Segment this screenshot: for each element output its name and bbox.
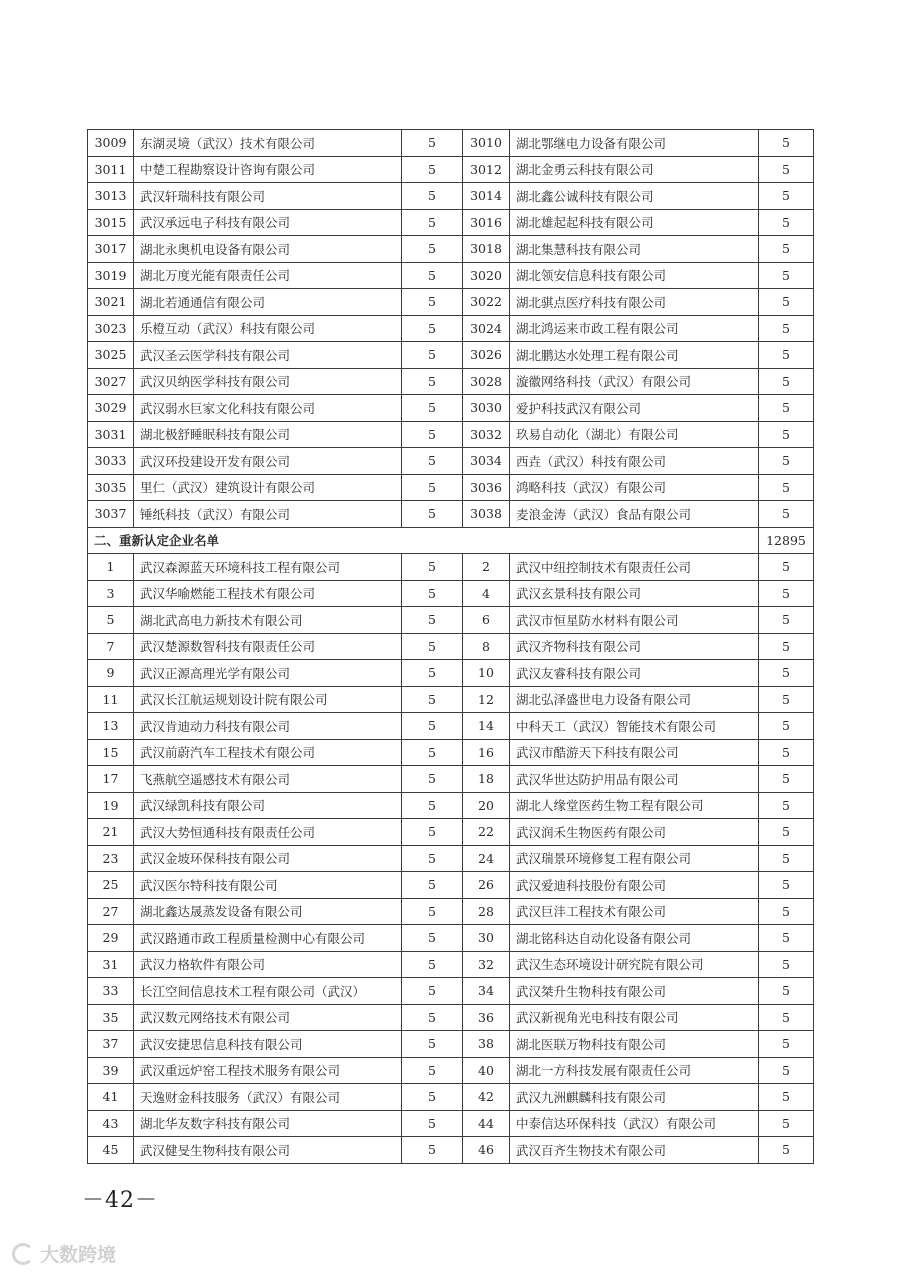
score-right: 5 [759,978,814,1005]
score-left: 5 [402,209,463,236]
score-left: 5 [402,580,463,607]
row-number-right: 3012 [463,156,510,183]
row-number-right: 30 [463,925,510,952]
company-name-right: 湖北医联万物科技有限公司 [510,1031,759,1058]
table-row [88,368,814,395]
row-number-right: 34 [463,978,510,1005]
company-name-right: 武汉桀升生物科技有限公司 [510,978,759,1005]
score-left: 5 [402,183,463,210]
score-left: 5 [402,633,463,660]
row-number-right: 3038 [463,501,510,528]
company-name-right: 漩徽网络科技（武汉）有限公司 [510,368,759,395]
score-left: 5 [402,951,463,978]
score-right: 5 [759,1031,814,1058]
company-name-right: 中科天工（武汉）智能技术有限公司 [510,713,759,740]
row-number-right: 3010 [463,130,510,157]
company-name-left: 飞燕航空遥感技术有限公司 [134,766,402,793]
score-left: 5 [402,342,463,369]
row-number-right: 16 [463,739,510,766]
row-number-left: 3013 [88,183,134,210]
company-name-right: 爱护科技武汉有限公司 [510,395,759,422]
company-name-left: 湖北若通通信有限公司 [134,289,402,316]
row-number-left: 33 [88,978,134,1005]
row-number-right: 22 [463,819,510,846]
row-number-left: 3023 [88,315,134,342]
row-number-right: 46 [463,1137,510,1164]
watermark-text: 大数跨境 [40,1244,117,1266]
score-right: 5 [759,951,814,978]
table-row [88,739,814,766]
row-number-left: 25 [88,872,134,899]
row-number-right: 4 [463,580,510,607]
company-name-right: 湖北鸿运来市政工程有限公司 [510,315,759,342]
score-left: 5 [402,845,463,872]
table-row [88,209,814,236]
score-right: 5 [759,448,814,475]
table-row [88,845,814,872]
score-right: 5 [759,236,814,263]
row-number-right: 3030 [463,395,510,422]
table-row [88,792,814,819]
score-right: 5 [759,686,814,713]
row-number-right: 40 [463,1057,510,1084]
company-name-right: 武汉中纽控制技术有限责任公司 [510,554,759,581]
company-name-right: 麦浪金涛（武汉）食品有限公司 [510,501,759,528]
company-name-right: 湖北骐点医疗科技有限公司 [510,289,759,316]
company-name-right: 武汉生态环境设计研究院有限公司 [510,951,759,978]
row-number-left: 39 [88,1057,134,1084]
company-name-right: 武汉润禾生物医药有限公司 [510,819,759,846]
company-name-left: 湖北万度光能有限责任公司 [134,262,402,289]
score-left: 5 [402,156,463,183]
company-name-left: 武汉环投建设开发有限公司 [134,448,402,475]
score-left: 5 [402,1031,463,1058]
score-left: 5 [402,368,463,395]
company-name-right: 湖北弘泽盛世电力设备有限公司 [510,686,759,713]
table-row [88,1110,814,1137]
score-right: 5 [759,1137,814,1164]
company-name-right: 武汉友睿科技有限公司 [510,660,759,687]
row-number-left: 3015 [88,209,134,236]
row-number-right: 6 [463,607,510,634]
score-left: 5 [402,660,463,687]
score-left: 5 [402,792,463,819]
score-right: 5 [759,580,814,607]
row-number-right: 3024 [463,315,510,342]
page-number: －42－ [82,1188,158,1213]
table-row [88,183,814,210]
company-name-left: 武汉前蔚汽车工程技术有限公司 [134,739,402,766]
table-row [88,978,814,1005]
watermark-logo-icon [12,1243,34,1265]
row-number-right: 26 [463,872,510,899]
company-name-left: 湖北鑫达晟蒸发设备有限公司 [134,898,402,925]
score-left: 5 [402,1084,463,1111]
row-number-right: 3018 [463,236,510,263]
company-name-right: 武汉市酷游天下科技有限公司 [510,739,759,766]
table-row [88,819,814,846]
score-right: 5 [759,1004,814,1031]
table-row [88,660,814,687]
row-number-left: 3 [88,580,134,607]
company-name-left: 武汉肯迪动力科技有限公司 [134,713,402,740]
table-row [88,421,814,448]
table-row [88,315,814,342]
company-name-left: 武汉长江航运规划设计院有限公司 [134,686,402,713]
row-number-right: 36 [463,1004,510,1031]
score-right: 5 [759,607,814,634]
company-name-right: 湖北一方科技发展有限责任公司 [510,1057,759,1084]
score-right: 5 [759,713,814,740]
company-name-right: 玖易自动化（湖北）有限公司 [510,421,759,448]
table-body-part2 [88,554,814,1164]
row-number-right: 32 [463,951,510,978]
company-name-left: 武汉正源高理光学有限公司 [134,660,402,687]
row-number-right: 3028 [463,368,510,395]
company-name-right: 湖北人缘堂医药生物工程有限公司 [510,792,759,819]
row-number-right: 18 [463,766,510,793]
table-row [88,501,814,528]
company-name-right: 武汉齐物科技有限公司 [510,633,759,660]
row-number-right: 3026 [463,342,510,369]
score-left: 5 [402,289,463,316]
company-name-left: 武汉弱水巨家文化科技有限公司 [134,395,402,422]
company-name-right: 武汉市恒星防水材料有限公司 [510,607,759,634]
score-right: 5 [759,342,814,369]
table-body-part1 [88,130,814,528]
score-left: 5 [402,448,463,475]
score-right: 5 [759,368,814,395]
table-row [88,872,814,899]
company-name-right: 湖北金勇云科技有限公司 [510,156,759,183]
table-row [88,1084,814,1111]
company-name-left: 武汉重远炉窑工程技术服务有限公司 [134,1057,402,1084]
section-total: 12895 [759,527,814,554]
table-row [88,951,814,978]
score-left: 5 [402,1137,463,1164]
row-number-right: 3034 [463,448,510,475]
row-number-left: 9 [88,660,134,687]
score-left: 5 [402,607,463,634]
score-right: 5 [759,474,814,501]
company-name-left: 武汉数元网络技术有限公司 [134,1004,402,1031]
score-left: 5 [402,130,463,157]
score-right: 5 [759,898,814,925]
row-number-right: 12 [463,686,510,713]
row-number-left: 19 [88,792,134,819]
company-name-right: 湖北雄起起科技有限公司 [510,209,759,236]
row-number-right: 3020 [463,262,510,289]
row-number-left: 3025 [88,342,134,369]
table-row [88,554,814,581]
company-name-left: 武汉健旻生物科技有限公司 [134,1137,402,1164]
company-name-right: 武汉爱迪科技股份有限公司 [510,872,759,899]
score-left: 5 [402,395,463,422]
score-left: 5 [402,421,463,448]
row-number-right: 3022 [463,289,510,316]
row-number-right: 28 [463,898,510,925]
table-row [88,1057,814,1084]
row-number-left: 13 [88,713,134,740]
company-name-left: 天逸财金科技服务（武汉）有限公司 [134,1084,402,1111]
company-name-right: 西垚（武汉）科技有限公司 [510,448,759,475]
score-right: 5 [759,1110,814,1137]
table-row [88,1004,814,1031]
company-name-right: 武汉新视角光电科技有限公司 [510,1004,759,1031]
company-name-left: 长江空间信息技术工程有限公司（武汉） [134,978,402,1005]
score-left: 5 [402,1057,463,1084]
company-name-right: 湖北鄂继电力设备有限公司 [510,130,759,157]
row-number-left: 3019 [88,262,134,289]
score-right: 5 [759,183,814,210]
company-name-left: 湖北华友数字科技有限公司 [134,1110,402,1137]
row-number-left: 3017 [88,236,134,263]
row-number-left: 29 [88,925,134,952]
score-left: 5 [402,872,463,899]
score-left: 5 [402,315,463,342]
section-title: 二、重新认定企业名单 [88,527,759,554]
table-row [88,130,814,157]
table-row [88,766,814,793]
row-number-left: 3021 [88,289,134,316]
company-name-left: 湖北永奥机电设备有限公司 [134,236,402,263]
score-right: 5 [759,209,814,236]
table-row [88,395,814,422]
company-name-right: 武汉百齐生物技术有限公司 [510,1137,759,1164]
score-right: 5 [759,501,814,528]
table-row [88,1137,814,1164]
company-name-left: 武汉路通市政工程质量检测中心有限公司 [134,925,402,952]
row-number-right: 38 [463,1031,510,1058]
row-number-left: 11 [88,686,134,713]
company-name-right: 湖北领安信息科技有限公司 [510,262,759,289]
score-left: 5 [402,501,463,528]
company-name-left: 武汉力格软件有限公司 [134,951,402,978]
score-left: 5 [402,262,463,289]
company-name-left: 武汉森源蓝天环境科技工程有限公司 [134,554,402,581]
table-row [88,1031,814,1058]
score-right: 5 [759,554,814,581]
company-name-left: 武汉轩瑞科技有限公司 [134,183,402,210]
row-number-right: 44 [463,1110,510,1137]
row-number-left: 5 [88,607,134,634]
company-name-right: 武汉瑞景环境修复工程有限公司 [510,845,759,872]
score-right: 5 [759,819,814,846]
row-number-left: 3027 [88,368,134,395]
score-left: 5 [402,819,463,846]
table-row [88,448,814,475]
row-number-right: 8 [463,633,510,660]
score-left: 5 [402,1110,463,1137]
table-row [88,925,814,952]
score-right: 5 [759,421,814,448]
row-number-left: 43 [88,1110,134,1137]
row-number-left: 3009 [88,130,134,157]
score-right: 5 [759,633,814,660]
score-right: 5 [759,792,814,819]
score-right: 5 [759,1084,814,1111]
row-number-right: 20 [463,792,510,819]
company-name-right: 鸿略科技（武汉）有限公司 [510,474,759,501]
score-left: 5 [402,739,463,766]
row-number-left: 21 [88,819,134,846]
score-right: 5 [759,156,814,183]
company-name-right: 武汉玄景科技有限公司 [510,580,759,607]
company-name-left: 武汉楚源数智科技有限责任公司 [134,633,402,660]
score-left: 5 [402,898,463,925]
row-number-right: 42 [463,1084,510,1111]
company-name-left: 武汉绿凯科技有限公司 [134,792,402,819]
company-name-right: 武汉九洲麒麟科技有限公司 [510,1084,759,1111]
section-header-row-group [88,527,814,554]
company-name-right: 武汉华世达防护用品有限公司 [510,766,759,793]
row-number-right: 3016 [463,209,510,236]
score-right: 5 [759,395,814,422]
row-number-left: 3031 [88,421,134,448]
table-row [88,607,814,634]
score-right: 5 [759,262,814,289]
company-name-right: 湖北鹏达水处理工程有限公司 [510,342,759,369]
table-row [88,289,814,316]
row-number-left: 7 [88,633,134,660]
score-left: 5 [402,978,463,1005]
row-number-left: 15 [88,739,134,766]
company-name-left: 湖北武高电力新技术有限公司 [134,607,402,634]
row-number-left: 3033 [88,448,134,475]
score-left: 5 [402,686,463,713]
company-name-left: 武汉安捷思信息科技有限公司 [134,1031,402,1058]
row-number-left: 3029 [88,395,134,422]
score-left: 5 [402,474,463,501]
company-name-left: 里仁（武汉）建筑设计有限公司 [134,474,402,501]
score-right: 5 [759,130,814,157]
score-right: 5 [759,315,814,342]
score-left: 5 [402,925,463,952]
row-number-right: 10 [463,660,510,687]
score-left: 5 [402,236,463,263]
table-row [88,474,814,501]
row-number-left: 31 [88,951,134,978]
company-name-left: 武汉华喻燃能工程技术有限公司 [134,580,402,607]
row-number-right: 3032 [463,421,510,448]
row-number-left: 35 [88,1004,134,1031]
company-name-left: 武汉圣云医学科技有限公司 [134,342,402,369]
company-name-left: 乐橙互动（武汉）科技有限公司 [134,315,402,342]
row-number-right: 24 [463,845,510,872]
company-name-left: 武汉大势恒通科技有限责任公司 [134,819,402,846]
row-number-right: 3014 [463,183,510,210]
row-number-left: 23 [88,845,134,872]
table-row [88,686,814,713]
row-number-left: 41 [88,1084,134,1111]
watermark [12,1240,116,1267]
score-right: 5 [759,660,814,687]
score-left: 5 [402,554,463,581]
company-name-left: 湖北极舒睡眠科技有限公司 [134,421,402,448]
score-right: 5 [759,845,814,872]
table-row [88,156,814,183]
row-number-left: 27 [88,898,134,925]
company-name-right: 湖北鑫公诚科技有限公司 [510,183,759,210]
table-row [88,342,814,369]
table-row [88,236,814,263]
row-number-right: 3036 [463,474,510,501]
table-row [88,713,814,740]
row-number-right: 2 [463,554,510,581]
row-number-left: 1 [88,554,134,581]
table-row [88,633,814,660]
score-right: 5 [759,925,814,952]
company-name-right: 武汉巨沣工程技术有限公司 [510,898,759,925]
row-number-left: 3035 [88,474,134,501]
company-name-right: 湖北集慧科技有限公司 [510,236,759,263]
row-number-left: 37 [88,1031,134,1058]
section-header-row [88,527,814,554]
score-right: 5 [759,739,814,766]
score-left: 5 [402,1004,463,1031]
enterprise-list-table [87,129,814,1164]
company-name-left: 东湖灵境（武汉）技术有限公司 [134,130,402,157]
table-row [88,262,814,289]
score-left: 5 [402,766,463,793]
row-number-left: 3011 [88,156,134,183]
company-name-left: 武汉医尔特科技有限公司 [134,872,402,899]
score-right: 5 [759,1057,814,1084]
row-number-left: 45 [88,1137,134,1164]
row-number-left: 3037 [88,501,134,528]
company-name-left: 武汉金坡环保科技有限公司 [134,845,402,872]
company-name-left: 中楚工程勘察设计咨询有限公司 [134,156,402,183]
company-name-right: 中泰信达环保科技（武汉）有限公司 [510,1110,759,1137]
company-name-left: 锤纸科技（武汉）有限公司 [134,501,402,528]
table-row [88,580,814,607]
score-right: 5 [759,872,814,899]
company-name-left: 武汉承远电子科技有限公司 [134,209,402,236]
row-number-left: 17 [88,766,134,793]
table-row [88,898,814,925]
score-right: 5 [759,289,814,316]
score-right: 5 [759,766,814,793]
company-name-right: 湖北铭科达自动化设备有限公司 [510,925,759,952]
company-name-left: 武汉贝纳医学科技有限公司 [134,368,402,395]
score-left: 5 [402,713,463,740]
row-number-right: 14 [463,713,510,740]
